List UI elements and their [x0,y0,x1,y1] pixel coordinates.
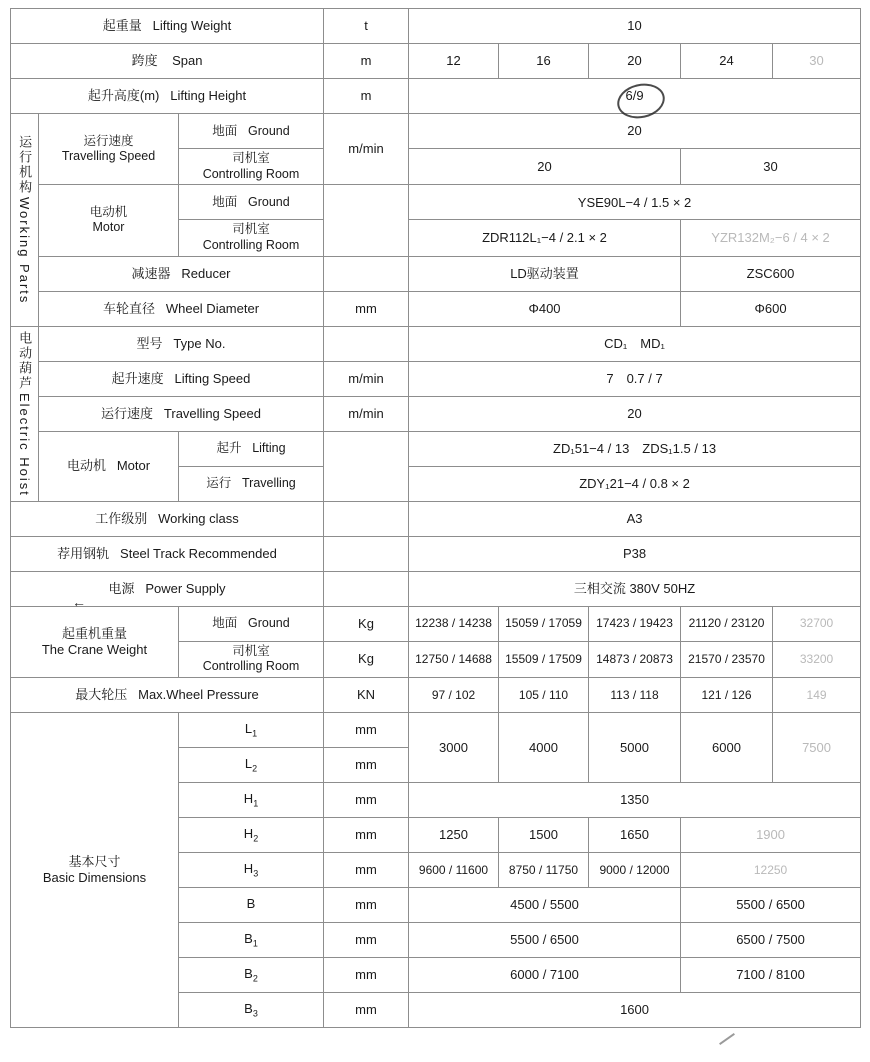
unit-cell: mm [324,782,409,817]
unit-cell: mm [324,852,409,887]
table-row-hoist-travelling-speed [11,396,861,431]
unit-cell-empty [324,256,409,291]
section-label-working-parts [11,114,39,327]
label-cn: 运行速度 [83,133,134,148]
unit-cell: m/min [324,396,409,431]
value-b-left: 4500 / 5500 [409,887,681,922]
span-value-16: 16 [499,44,589,79]
value-h2-3: 1650 [589,817,681,852]
value-b-right: 5500 / 6500 [681,887,861,922]
value-crane-weight-ground-20: 17423 / 19423 [589,606,681,641]
value-l-20: 5000 [589,712,681,782]
unit-cell: Kg [324,606,409,641]
row-label-max-wheel-pressure: 最大轮压 Max.Wheel Pressure [11,677,324,712]
unit-cell: m [324,44,409,79]
section-label-electric-hoist [11,326,39,501]
label-cn: 起重量 [102,18,142,34]
handwritten-tick-annotation [719,1033,735,1045]
dimension-symbol-b2: $B_2$ [179,957,324,992]
value-b2-right: 7100 / 8100 [681,957,861,992]
table-row-hoist-lifting-speed [11,361,861,396]
value-travelling-speed-ground: 20 [409,114,861,149]
row-label-hoist-motor: 电动机 Motor [39,431,179,501]
section-label-en: Working Parts [17,197,33,305]
span-value-12: 12 [409,44,499,79]
row-label-power-supply: 电源 Power Supply [11,571,324,606]
value-reducer-left: LD驱动装置 [409,256,681,291]
table-row-working-class [11,501,861,536]
row-label-lifting-height [11,79,324,114]
value-wheel-pressure-20: 113 / 118 [589,677,681,712]
unit-cell-empty [324,536,409,571]
value-travelling-speed-room-left: 20 [409,149,681,185]
section-label-basic-dimensions: 基本尺寸 Basic Dimensions [11,712,179,1027]
value-h2-2: 1500 [499,817,589,852]
dimension-symbol-b1: $B_1$ [179,922,324,957]
label-en: Motor [92,220,125,235]
crane-specification-table [10,8,861,1028]
row-label-travelling-speed [39,114,179,185]
value-travelling-speed-room-right: 30 [681,149,861,185]
unit-cell: mm [324,747,409,782]
unit-cell: mm [324,992,409,1027]
label-en-1: Travelling Speed [61,149,156,164]
value-h3-2: 8750 / 11750 [499,852,589,887]
value-h3-4: 12250 [681,852,861,887]
row-label-working-class: 工作级别 Working class [11,501,324,536]
table-row-type-no [11,326,861,361]
label-en: Span [172,53,203,69]
sublabel-travelling: 运行 Travelling [179,466,324,501]
table-row-lifting-height [11,79,861,114]
label-cn: 电动机 [89,204,128,219]
dimension-symbol-b: B [179,887,324,922]
sublabel-controlling-room: 司机室 Controlling Room [179,149,324,185]
value-crane-weight-room-16: 15509 / 17509 [499,641,589,677]
value-motor-room-right: YZR132M₂−6 / 4 × 2 [681,220,861,256]
sublabel-ground: 地面 Ground [179,185,324,220]
dimension-symbol-b3: $B_3$ [179,992,324,1027]
label-cn: 起升高度(m) [87,88,160,104]
value-crane-weight-ground-12: 12238 / 14238 [409,606,499,641]
table-row-steel-track [11,536,861,571]
sublabel-lifting: 起升 Lifting [179,431,324,466]
label-en: Lifting Weight [152,18,232,34]
unit-cell-empty [324,431,409,501]
row-label-hoist-lifting-speed: 起升速度 Lifting Speed [39,361,324,396]
value-reducer-right: ZSC600 [681,256,861,291]
unit-cell-empty [324,185,409,256]
sublabel-ground: 地面 Ground [179,114,324,149]
value-wheel-pressure-16: 105 / 110 [499,677,589,712]
dimension-symbol-l1: $L_1$ [179,712,324,747]
row-label-wheel-diameter: 车轮直径 Wheel Diameter [39,291,324,326]
label-en: Lifting Height [170,88,247,104]
value-l-24: 6000 [681,712,773,782]
value-hoist-travelling-speed: 20 [409,396,861,431]
value-motor-ground: YSE90L−4 / 1.5 × 2 [409,185,861,220]
value-wheel-pressure-12: 97 / 102 [409,677,499,712]
value-lifting-height: 6/9 [409,79,861,114]
unit-cell: mm [324,887,409,922]
table-row-motor-ground [11,185,861,220]
value-crane-weight-ground-24: 21120 / 23120 [681,606,773,641]
unit-cell: Kg [324,641,409,677]
value-type-no: CD₁ MD₁ [409,326,861,361]
unit-cell: t [324,9,409,44]
value-l-12: 3000 [409,712,499,782]
value-crane-weight-ground-30: 32700 [773,606,861,641]
unit-cell: mm [324,922,409,957]
unit-cell: m/min [324,361,409,396]
row-label-crane-weight: 起重机重量 The Crane Weight [11,606,179,677]
sublabel-controlling-room: 司机室 Controlling Room [179,220,324,256]
unit-cell: m/min [324,114,409,185]
span-value-30: 30 [773,44,861,79]
value-crane-weight-ground-16: 15059 / 17059 [499,606,589,641]
table-row-crane-weight-ground [11,606,861,641]
value-wheel-pressure-30: 149 [773,677,861,712]
table-row-span [11,44,861,79]
span-value-24: 24 [681,44,773,79]
unit-cell: KN [324,677,409,712]
unit-cell-empty [324,501,409,536]
value-h3-1: 9600 / 11600 [409,852,499,887]
sublabel-ground: 地面 Ground [179,606,324,641]
table-row-lifting-weight [11,9,861,44]
section-label-cn: 电动葫芦 [17,330,33,391]
table-row-wheel-diameter [11,291,861,326]
value-hoist-motor-lifting: ZD₁51−4 / 13 ZDS₁1.5 / 13 [409,431,861,466]
table-row-reducer [11,256,861,291]
table-row-hoist-motor-lifting [11,431,861,466]
value-wheel-pressure-24: 121 / 126 [681,677,773,712]
unit-cell: m [324,79,409,114]
row-label-motor [39,185,179,256]
sublabel-controlling-room: 司机室 Controlling Room [179,641,324,677]
value-lifting-weight: 10 [409,9,861,44]
value-crane-weight-room-30: 33200 [773,641,861,677]
dimension-symbol-h3: $H_3$ [179,852,324,887]
row-label-hoist-travelling-speed: 运行速度 Travelling Speed [39,396,324,431]
table-row-power-supply [11,571,861,606]
value-steel-track: P38 [409,536,861,571]
dimension-symbol-l2: $L_2$ [179,747,324,782]
span-value-20: 20 [589,44,681,79]
value-wheel-diameter-left: Φ400 [409,291,681,326]
value-working-class: A3 [409,501,861,536]
label-cn: 跨度 [131,53,158,69]
value-crane-weight-room-12: 12750 / 14688 [409,641,499,677]
value-b1-left: 5500 / 6500 [409,922,681,957]
value-hoist-lifting-speed: 7 0.7 / 7 [409,361,861,396]
value-b2-left: 6000 / 7100 [409,957,681,992]
value-b1-right: 6500 / 7500 [681,922,861,957]
value-h3-3: 9000 / 12000 [589,852,681,887]
row-label-span [11,44,324,79]
dimension-symbol-h2: $H_2$ [179,817,324,852]
value-wheel-diameter-right: Φ600 [681,291,861,326]
value-crane-weight-room-24: 21570 / 23570 [681,641,773,677]
unit-cell-empty [324,571,409,606]
value-power-supply: 三相交流 380V 50HZ [409,571,861,606]
value-hoist-motor-travelling: ZDY₁21−4 / 0.8 × 2 [409,466,861,501]
value-b3: 1600 [409,992,861,1027]
table-row-dimension-l1 [11,712,861,747]
value-crane-weight-room-20: 14873 / 20873 [589,641,681,677]
handwritten-arrow-annotation: ← [72,594,86,610]
unit-cell: mm [324,817,409,852]
unit-cell-empty [324,326,409,361]
table-row-travelling-speed-ground [11,114,861,149]
unit-cell: mm [324,291,409,326]
dimension-symbol-h1: $H_1$ [179,782,324,817]
value-h1: 1350 [409,782,861,817]
table-row-max-wheel-pressure [11,677,861,712]
section-label-cn: 运行机构 [17,135,33,196]
unit-cell: mm [324,957,409,992]
value-h2-1: 1250 [409,817,499,852]
row-label-reducer: 减速器 Reducer [39,256,324,291]
value-l-30: 7500 [773,712,861,782]
value-l-16: 4000 [499,712,589,782]
row-label-lifting-weight [11,9,324,44]
section-label-en: Electric Hoist [17,392,33,497]
value-motor-room-left: ZDR112L₁−4 / 2.1 × 2 [409,220,681,256]
row-label-steel-track: 荐用钢轨 Steel Track Recommended [11,536,324,571]
unit-cell: mm [324,712,409,747]
row-label-type-no: 型号 Type No. [39,326,324,361]
value-h2-4: 1900 [681,817,861,852]
